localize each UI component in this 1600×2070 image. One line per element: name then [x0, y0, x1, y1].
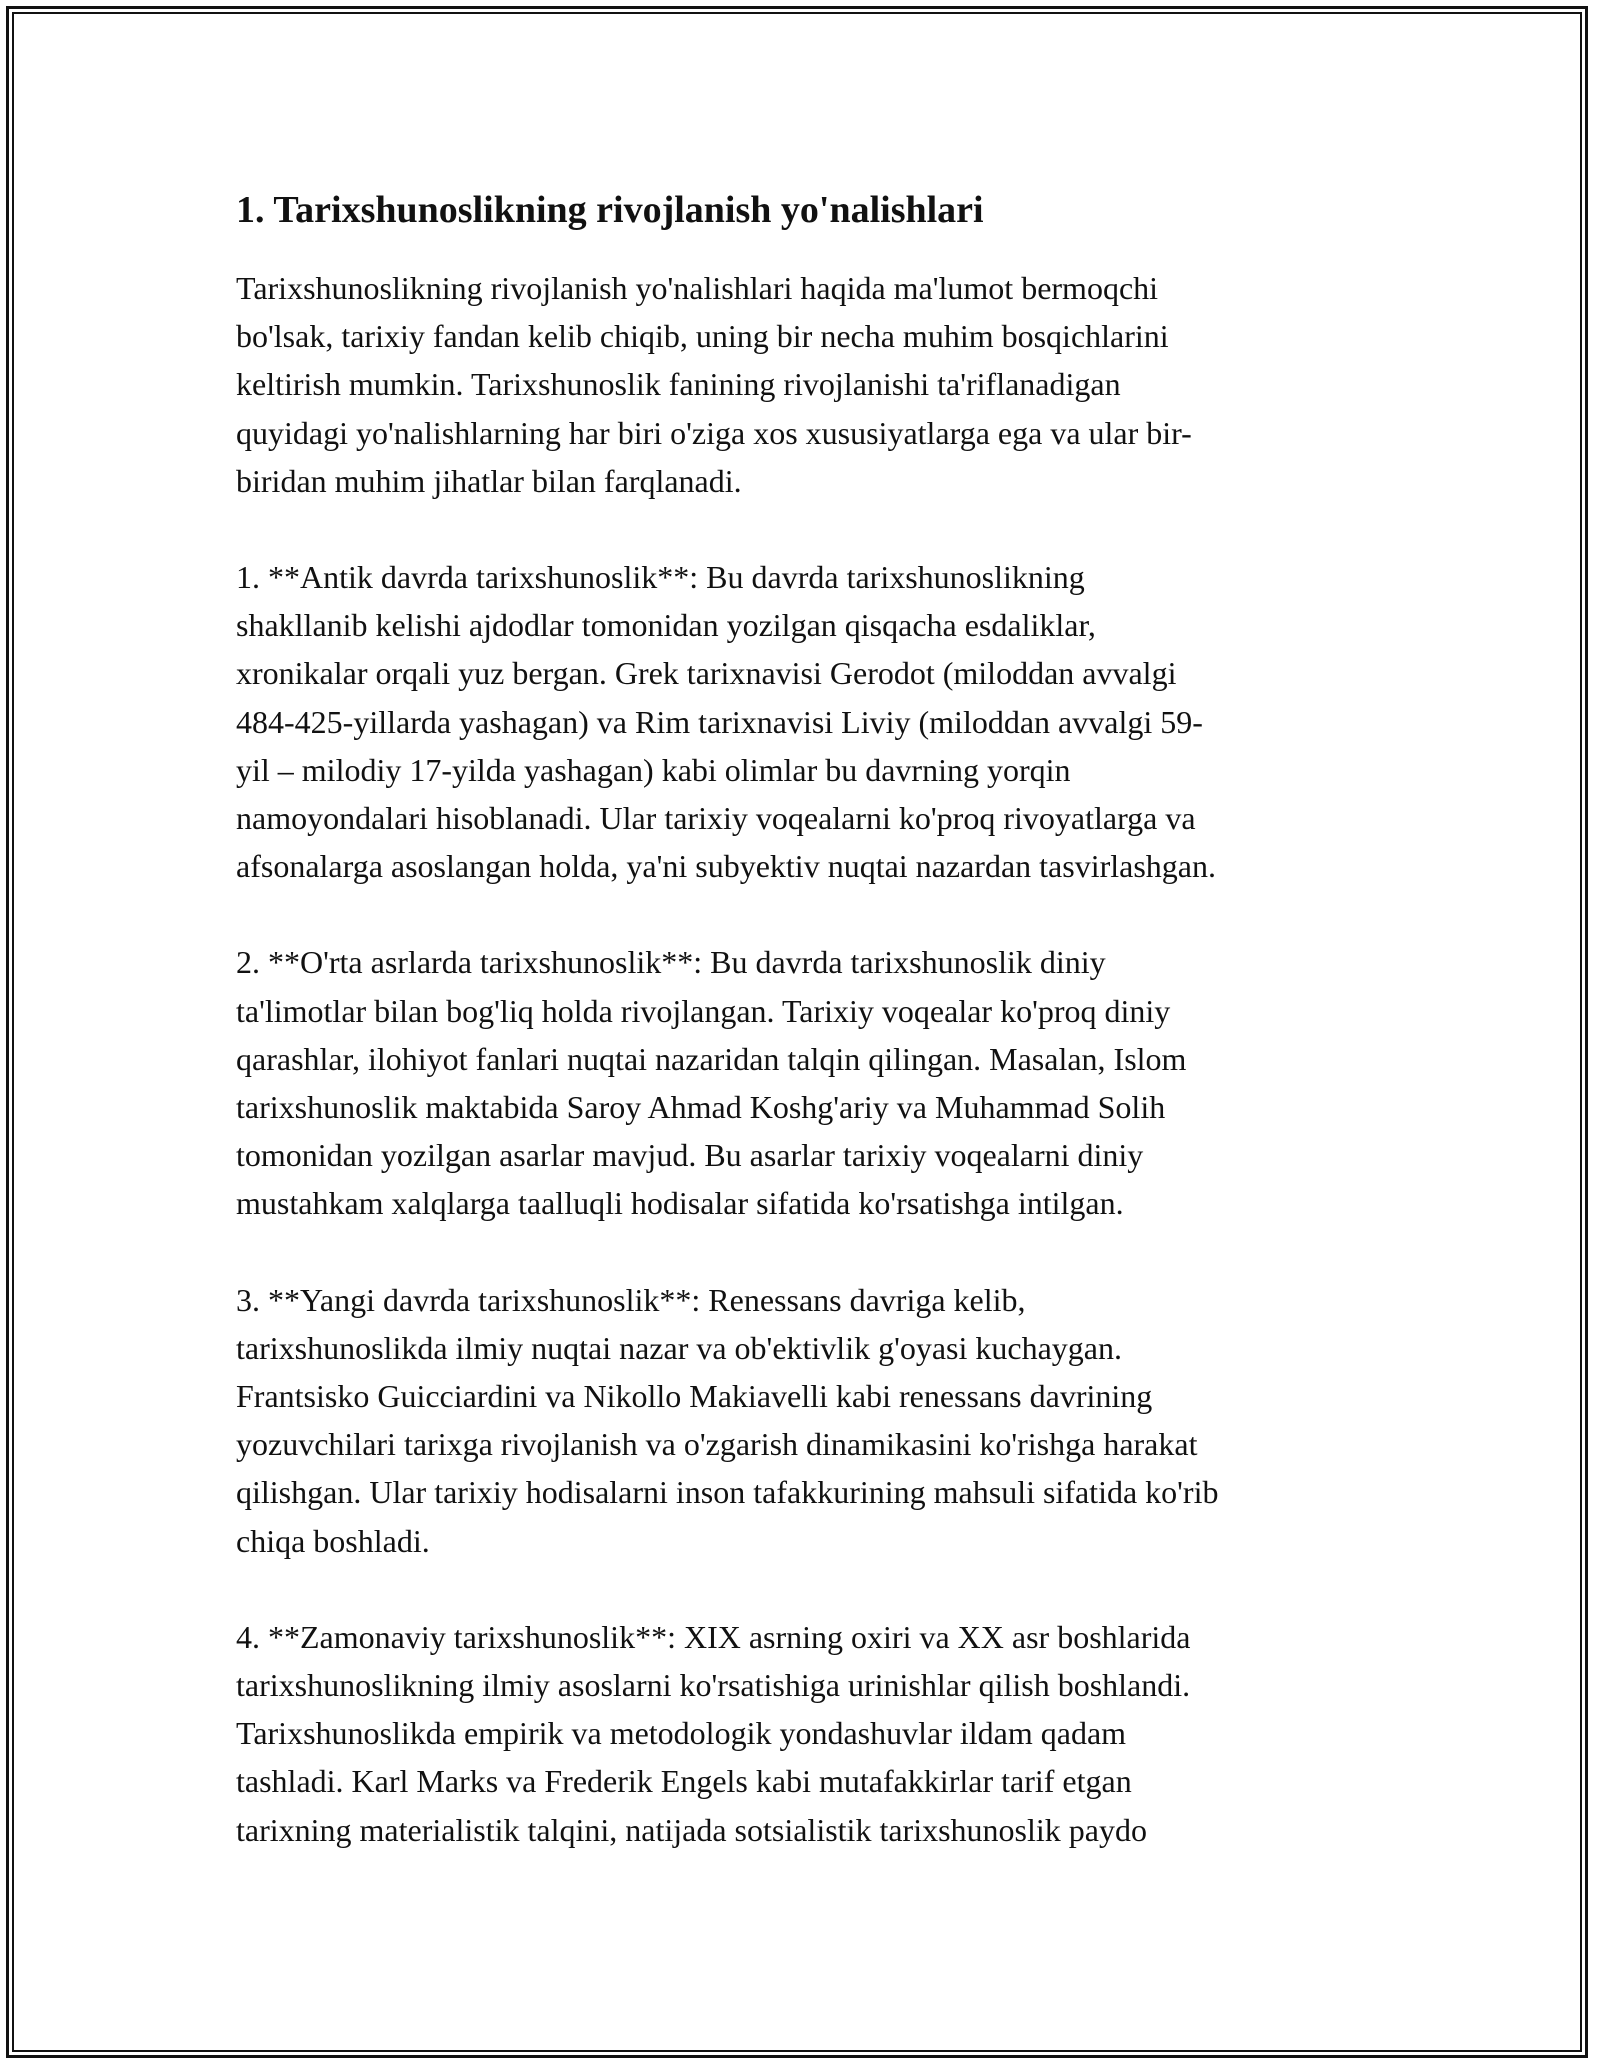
- document-title: 1. Tarixshunoslikning rivojlanish yo'nalishlari: [236, 189, 984, 231]
- paragraph-new-period: 3. **Yangi davrda tarixshunoslik**: Renessans davriga kelib, tarixshunoslikda ilmiy nuqtai nazar va ob'ektivlik g'oyasi kuchaygan. Frantsisko Guicciardini va Nikollo Makiavelli kabi renessans davrining yozuvchilari tarixga rivojlanish va o'zgarish dinamikasini ko'rishga harakat qilishgan. Ular tarixiy hodisalarni inson tafakkurining mahsuli sifatida ko'rib chiqa boshladi.: [236, 1281, 1219, 1559]
- paragraph-middle-ages: 2. **O'rta asrlarda tarixshunoslik**: Bu davrda tarixshunoslik diniy ta'limotlar bilan bog'liq holda rivojlangan. Tarixiy voqealar ko'proq diniy qarashlar, ilohiyot fanlari nuqtai nazaridan talqin qilingan. Masalan, Islom tarixshunoslik maktabida Saroy Ahmad Koshg'ariy va Muhammad Solih tomonidan yozilgan asarlar mavjud. Bu asarlar tarixiy voqealarni diniy mustahkam xalqlarga taalluqli hodisalar sifatida ko'rsatishga intilgan.: [236, 944, 1187, 1222]
- paragraph-modern-period: 4. **Zamonaviy tarixshunoslik**: XIX asrning oxiri va XX asr boshlarida tarixshunoslikning ilmiy asoslarni ko'rsatishiga urinishlar qilish boshlandi. Tarixshunoslikda empirik va metodologik yondashuvlar ildam qadam tashladi. Karl Marks va Frederik Engels kabi mutafakkirlar tarif etgan tarixning materialistik talqini, natijada sotsialistik tarixshunoslik paydo: [236, 1618, 1191, 1848]
- paragraph-antique-period: 1. **Antik davrda tarixshunoslik**: Bu davrda tarixshunoslikning shakllanib kelishi ajdodlar tomonidan yozilgan qisqacha esdaliklar, xronikalar orqali yuz bergan. Grek tarixnavisi Gerodot (miloddan avvalgi 484-425-yillarda yashagan) va Rim tarixnavisi Liviy (miloddan avvalgi 59- yil – milodiy 17-yilda yashagan) kabi olimlar bu davrning yorqin namoyondalari hisoblanadi. Ular tarixiy voqealarni ko'proq rivoyatlarga va afsonalarga asoslangan holda, ya'ni subyektiv nuqtai nazardan tasvirlashgan.: [236, 559, 1216, 885]
- intro-paragraph: Tarixshunoslikning rivojlanish yo'nalishlari haqida ma'lumot bermoqchi bo'lsak, tarixiy fandan kelib chiqib, uning bir necha muhim bosqichlarini keltirish mumkin. Tarixshunoslik fanining rivojlanishi ta'riflanadigan quyidagi yo'nalishlarning har biri o'ziga xos xususiyatlarga ega va ular bir- biridan muhim jihatlar bilan farqlanadi.: [236, 270, 1192, 499]
- document-body: [236, 184, 1376, 1854]
